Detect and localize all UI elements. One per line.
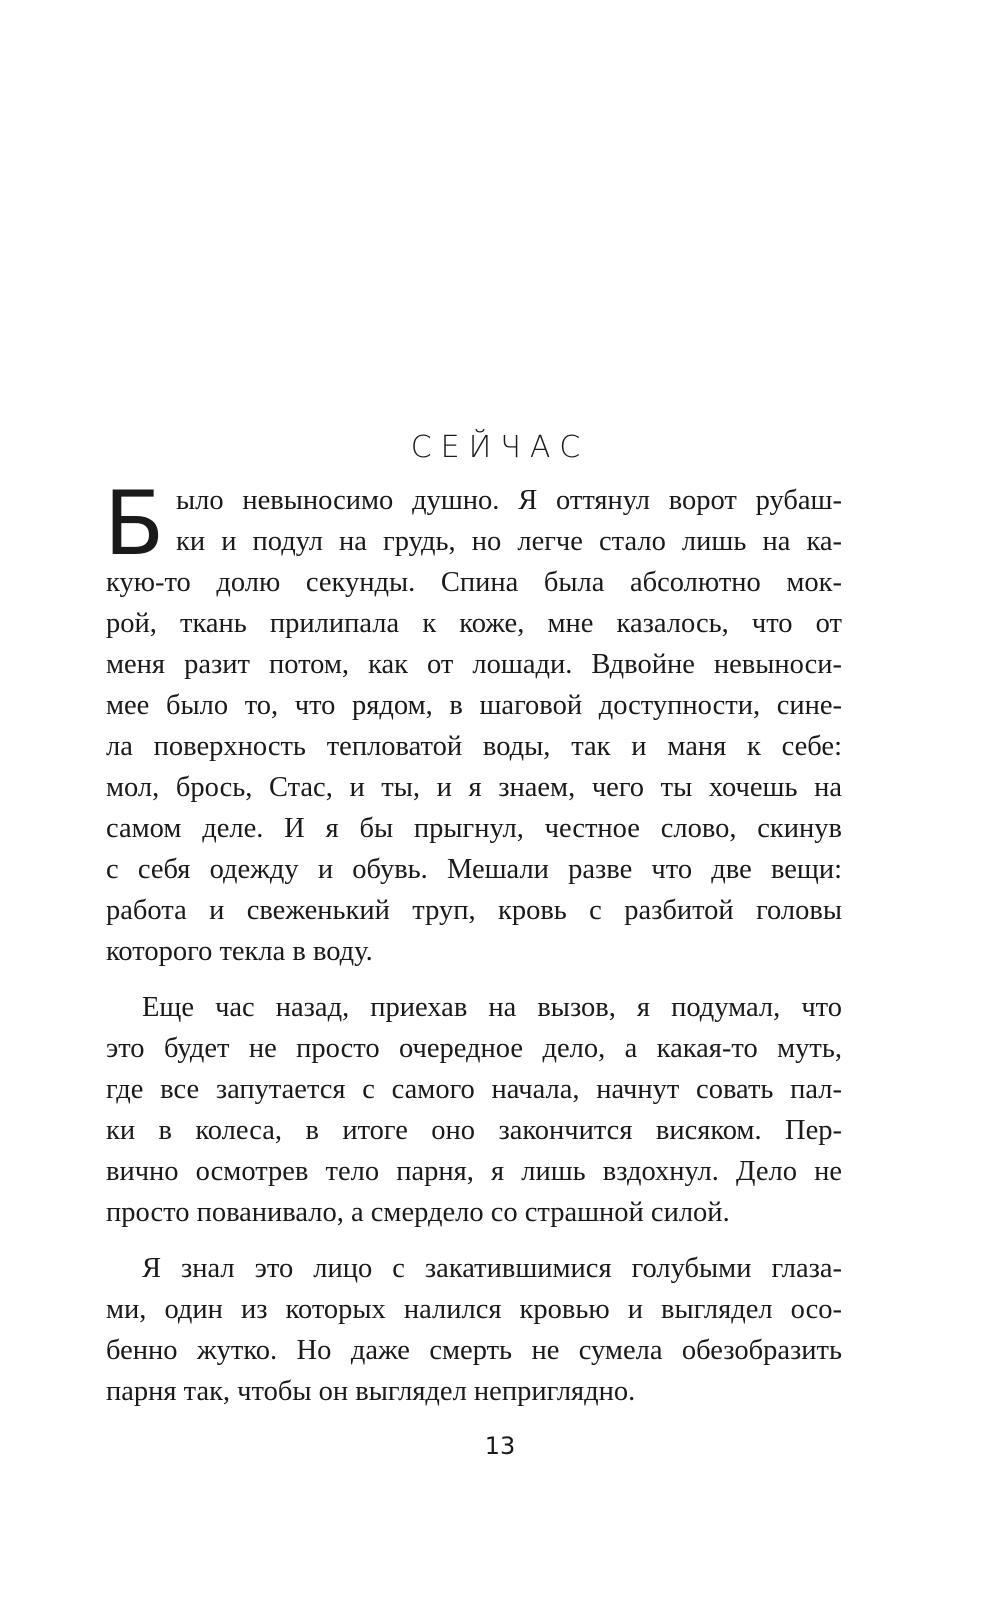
text-line: кую-то долю секунды. Спина была абсолютно мок- bbox=[106, 567, 842, 598]
body-text bbox=[104, 472, 842, 1412]
text-line: вично осмотрев тело парня, я лишь вздохнул. Дело не bbox=[106, 1156, 842, 1187]
text-line: ыло невыносимо душно. Я оттянул ворот рубаш- bbox=[176, 485, 842, 516]
text-line: мол, брось, Стас, и ты, и я знаем, чего ты хочешь на bbox=[106, 772, 842, 803]
text-line: Еще час назад, приехав на вызов, я подумал, что bbox=[142, 992, 842, 1023]
text-line: бенно жутко. Но даже смерть не сумела обезобразить bbox=[106, 1335, 842, 1366]
text-line: мее было то, что рядом, в шаговой доступности, сине- bbox=[106, 690, 842, 721]
text-line: Я знал это лицо с закатившимися голубыми глаза- bbox=[142, 1253, 842, 1284]
chapter-title: СЕЙЧАС bbox=[410, 430, 590, 465]
text-line: просто пованивало, а смердело со страшной силой. bbox=[106, 1197, 730, 1228]
page-number: 13 bbox=[484, 1432, 516, 1460]
text-line: это будет не просто очередное дело, а какая-то муть, bbox=[106, 1033, 842, 1064]
text-line: ми, один из которых налился кровью и выглядел осо- bbox=[106, 1294, 842, 1325]
text-line: ки в колеса, в итоге оно закончится висяком. Пер- bbox=[106, 1115, 842, 1146]
text-line: самом деле. И я бы прыгнул, честное слово, скинув bbox=[106, 813, 842, 844]
text-line: которого текла в воду. bbox=[106, 936, 373, 967]
paragraph-gap bbox=[106, 1233, 842, 1248]
drop-cap: Б bbox=[104, 472, 165, 575]
text-line: где все запутается с самого начала, начнут совать пал- bbox=[106, 1074, 842, 1105]
paragraph-gap bbox=[106, 972, 842, 987]
text-line: ла поверхность тепловатой воды, так и маня к себе: bbox=[106, 731, 842, 762]
text-line: меня разит потом, как от лошади. Вдвойне невыноси- bbox=[106, 649, 842, 680]
text-line: рой, ткань прилипала к коже, мне казалось, что от bbox=[106, 608, 842, 639]
text-line: парня так, чтобы он выглядел неприглядно. bbox=[106, 1376, 636, 1407]
text-line: работа и свеженький труп, кровь с разбитой головы bbox=[106, 895, 842, 926]
text-line: ки и подул на грудь, но легче стало лишь на ка- bbox=[176, 526, 842, 557]
text-line: с себя одежду и обувь. Мешали разве что две вещи: bbox=[106, 854, 842, 885]
